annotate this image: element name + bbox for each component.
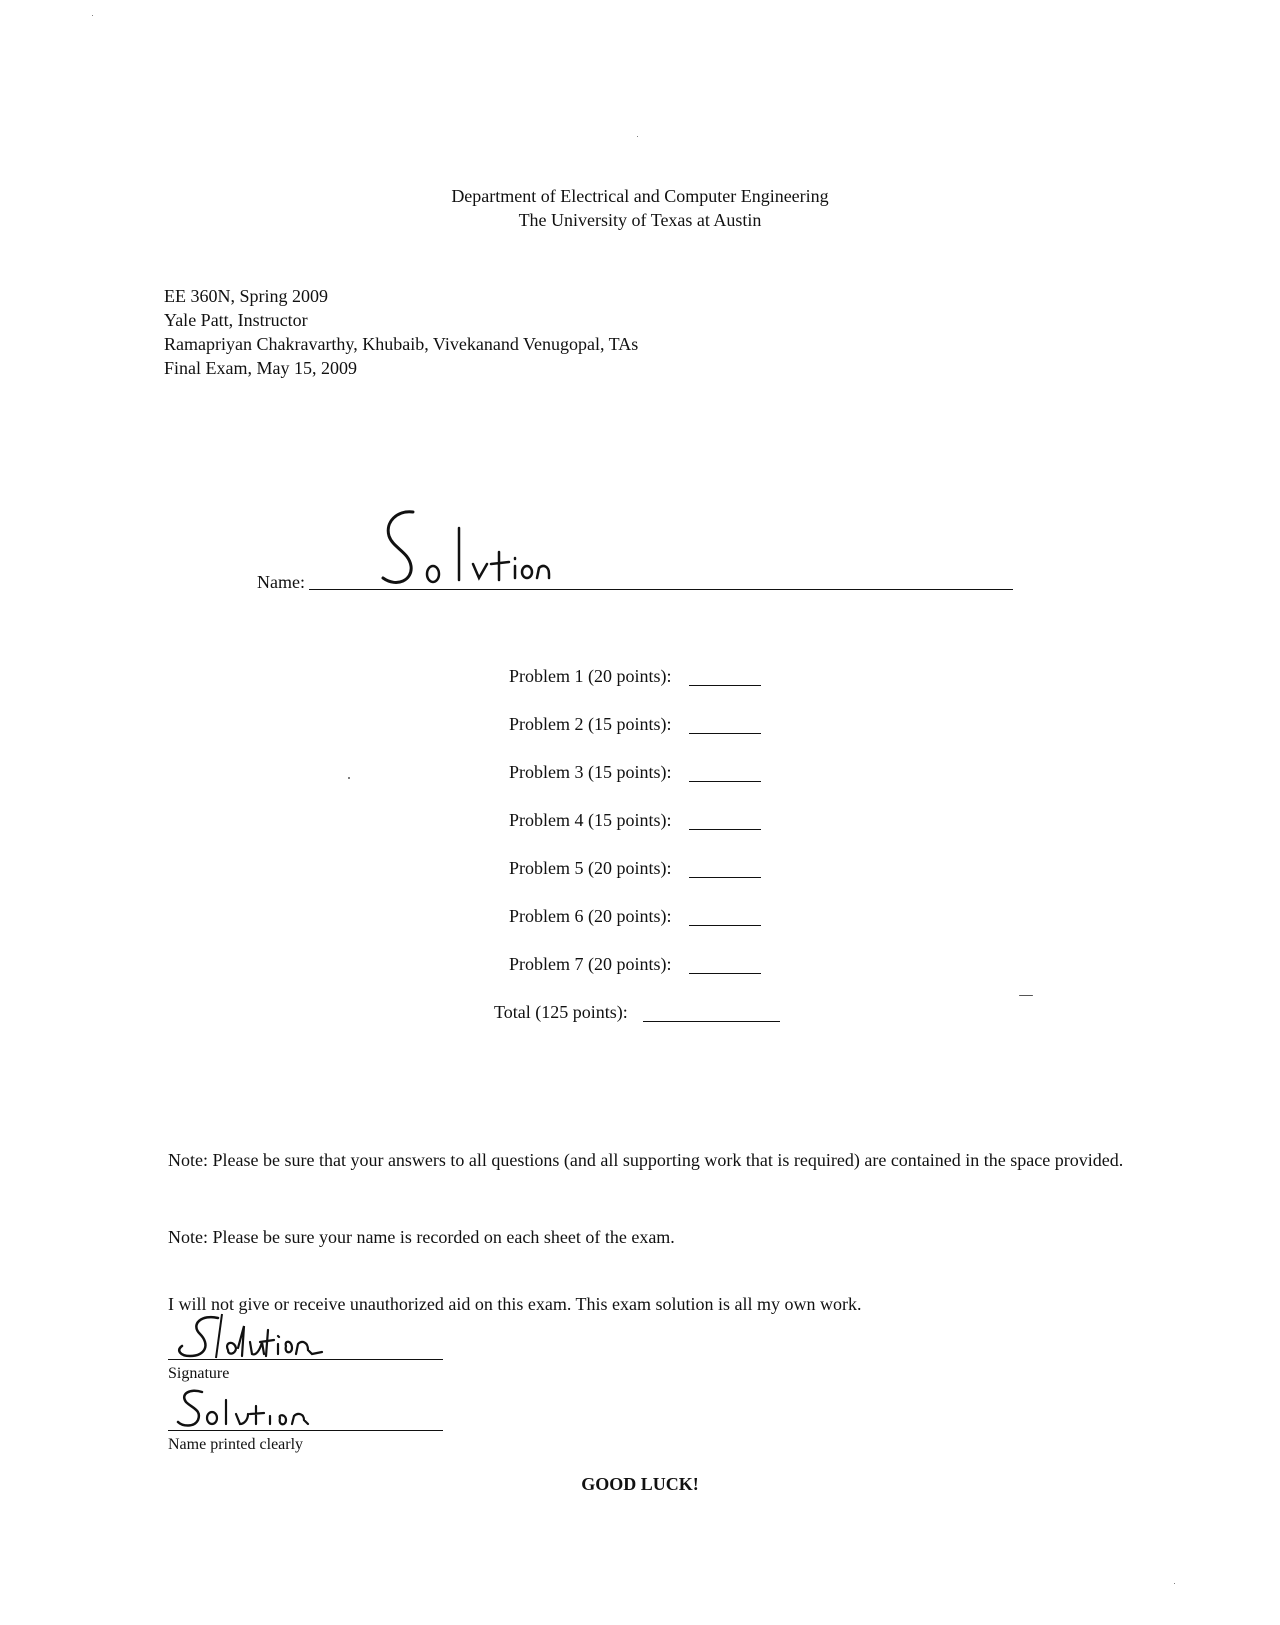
- problem-label: Problem 3 (15 points):: [509, 762, 672, 782]
- problem-row: [0, 952, 1280, 1000]
- score-blank[interactable]: [689, 877, 761, 878]
- scan-speck: [92, 15, 93, 16]
- printed-name-caption: Name printed clearly: [168, 1436, 304, 1453]
- score-blank[interactable]: [689, 685, 761, 686]
- problem-label: Problem 2 (15 points):: [509, 714, 672, 734]
- score-blank[interactable]: [689, 829, 761, 830]
- total-blank[interactable]: [643, 1021, 780, 1022]
- exam-date-line: Final Exam, May 15, 2009: [164, 358, 357, 378]
- instructor-line: Yale Patt, Instructor: [164, 310, 308, 330]
- note-name-each-sheet: Note: Please be sure your name is recorded on each sheet of the exam.: [168, 1227, 675, 1247]
- score-table: [0, 664, 1280, 1048]
- closing-text: GOOD LUCK!: [581, 1474, 699, 1494]
- name-label: Name:: [257, 572, 305, 592]
- problem-label: Problem 7 (20 points):: [509, 954, 672, 974]
- score-blank[interactable]: [689, 781, 761, 782]
- score-blank[interactable]: [689, 733, 761, 734]
- scan-speck: [1174, 1583, 1175, 1584]
- note-space-provided: Note: Please be sure that your answers to all questions (and all supporting work that is required) are contained in the space provided.: [168, 1150, 1124, 1170]
- problem-row: [0, 808, 1280, 856]
- header: [0, 184, 1280, 232]
- scan-speck: [348, 777, 350, 779]
- problem-row: [0, 856, 1280, 904]
- total-label: Total (125 points):: [494, 1002, 628, 1022]
- problem-label: Problem 4 (15 points):: [509, 810, 672, 830]
- problem-label: Problem 6 (20 points):: [509, 906, 672, 926]
- handwritten-printed-name: [172, 1386, 342, 1430]
- problem-row: [0, 712, 1280, 760]
- printed-name-line[interactable]: [168, 1430, 443, 1431]
- score-blank[interactable]: [689, 925, 761, 926]
- scan-speck: [637, 136, 638, 137]
- total-row: [0, 1000, 1280, 1048]
- problem-row: [0, 760, 1280, 808]
- tas-line: Ramapriyan Chakravarthy, Khubaib, Vivekanand Venugopal, TAs: [164, 334, 639, 354]
- score-blank[interactable]: [689, 973, 761, 974]
- university-line: The University of Texas at Austin: [518, 210, 762, 230]
- course-info: [164, 284, 638, 380]
- department-line: Department of Electrical and Computer Engineering: [451, 186, 829, 206]
- honor-pledge: I will not give or receive unauthorized aid on this exam. This exam solution is all my own work.: [168, 1294, 862, 1314]
- handwritten-name: [375, 508, 595, 594]
- scan-speck: [1019, 995, 1033, 996]
- handwritten-signature: [172, 1312, 382, 1362]
- signature-line[interactable]: [168, 1359, 443, 1360]
- problem-label: Problem 1 (20 points):: [509, 666, 672, 686]
- problem-row: [0, 904, 1280, 952]
- signature-caption: Signature: [168, 1365, 230, 1382]
- course-line: EE 360N, Spring 2009: [164, 286, 328, 306]
- problem-row: [0, 664, 1280, 712]
- problem-label: Problem 5 (20 points):: [509, 858, 672, 878]
